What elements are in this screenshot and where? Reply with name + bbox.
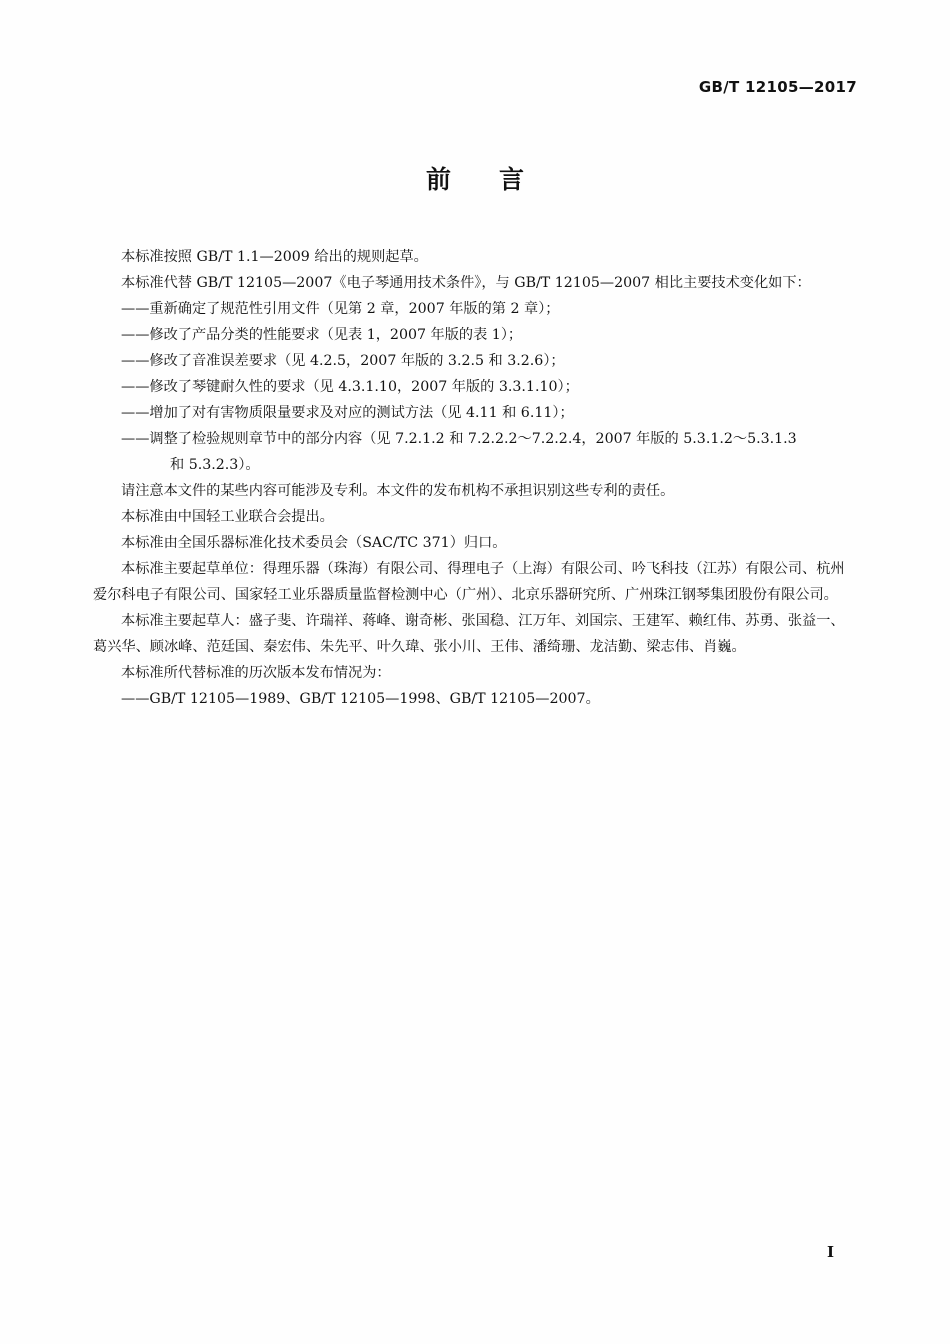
change-item: ——修改了产品分类的性能要求（见表 1，2007 年版的表 1）； — [121, 327, 523, 343]
change-item: ——修改了音准误差要求（见 4.2.5，2007 年版的 3.2.5 和 3.2.6）； — [121, 353, 565, 369]
paragraph-drafting-rules: 本标准按照 GB/T 1.1—2009 给出的规则起草。 — [121, 249, 428, 265]
page-title: 前言 — [425, 165, 572, 194]
paragraph-history-intro: 本标准所代替标准的历次版本发布情况为： — [121, 665, 391, 681]
page-number: I — [826, 1243, 834, 1261]
change-item: ——修改了琴键耐久性的要求（见 4.3.1.10，2007 年版的 3.3.1.10）； — [121, 379, 579, 395]
change-item-line: ——调整了检验规则章节中的部分内容（见 7.2.1.2 和 7.2.2.2～7.2.2.4，2007 年版的 5.3.1.2～5.3.1.3 — [121, 431, 797, 447]
change-item-continuation: 和 5.3.2.3）。 — [170, 457, 260, 473]
paragraph-replacement-note: 本标准代替 GB/T 12105—2007《电子琴通用技术条件》，与 GB/T 12105—2007 相比主要技术变化如下： — [121, 275, 811, 291]
history-item: ——GB/T 12105—1989、GB/T 12105—1998、GB/T 12105—2007。 — [121, 691, 600, 707]
standard-code: GB/T 12105—2017 — [698, 78, 857, 96]
change-item: ——增加了对有害物质限量要求及对应的测试方法（见 4.11 和 6.11）； — [121, 405, 574, 421]
paragraph-drafters: 本标准主要起草人：盛子斐、许瑞祥、蒋峰、谢奇彬、张国稳、江万年、刘国宗、王建军、赖红伟、苏勇、张益一、葛兴华、顾冰峰、范廷国、秦宏伟、朱先平、叶久瑋、张小川、王伟、潘绮珊、龙洁勤、梁志伟、肖巍。 — [93, 613, 845, 655]
change-item — [93, 426, 857, 478]
paragraph-drafting-units: 本标准主要起草单位：得理乐器（珠海）有限公司、得理电子（上海）有限公司、吟飞科技（江苏）有限公司、杭州爱尔科电子有限公司、国家轻工业乐器质量监督检测中心（广州）、北京乐器研究所、广州珠江钢琴集团股份有限公司。 — [93, 561, 845, 603]
paragraph-administrator: 本标准由全国乐器标准化技术委员会（SAC/TC 371）归口。 — [121, 535, 507, 551]
paragraph-patent-notice: 请注意本文件的某些内容可能涉及专利。本文件的发布机构不承担识别这些专利的责任。 — [121, 483, 675, 499]
document-body — [93, 244, 857, 712]
paragraph-proposer: 本标准由中国轻工业联合会提出。 — [121, 509, 334, 525]
change-item: ——重新确定了规范性引用文件（见第 2 章，2007 年版的第 2 章）； — [121, 301, 560, 317]
